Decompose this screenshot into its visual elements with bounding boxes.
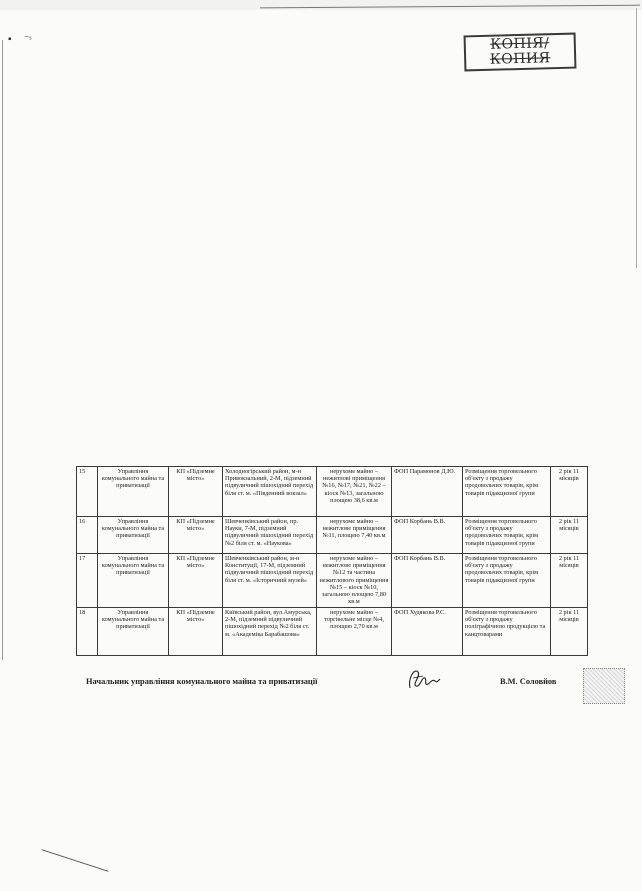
row-balance-holder: КП «Підземне місто»: [169, 467, 223, 517]
row-object: нерухоме майно – торгівельне місце №4, площею 2,70 кв.м: [317, 608, 392, 656]
table-row: [77, 554, 588, 608]
handwritten-signature: [404, 664, 444, 694]
row-user: ФОП Парамонов Д.Ю.: [392, 467, 463, 517]
scan-marks: ▪ ⁻ˢ: [8, 34, 32, 45]
table-row: [77, 517, 588, 554]
row-authority: Управління комунального майна та приватизації: [98, 467, 169, 517]
row-purpose: Розміщення торговельного об'єкту з продажу продовольчих товарів, крім товарів підакцизної групи: [463, 517, 551, 554]
row-address: Холодногірський район, м-н Привокзальний, 2-М, підземний підвуличний пішохідний перехід біля ст. м. «Південний вокзал»: [223, 467, 317, 517]
signatory-position: Начальник управління комунального майна та приватизації: [86, 677, 318, 686]
table-row: [77, 467, 588, 517]
row-number: 17: [77, 554, 98, 608]
row-address: Шевченківський район, м-н Конституції, 17-М, підземний підвуличний пішохідний перехід біля ст. м. «Історичний музей»: [223, 554, 317, 608]
row-term: 2 рік 11 місяців: [551, 517, 588, 554]
row-purpose: Розміщення торговельного об'єкту з продажу продовольчих товарів, крім товарів підакцизної групи: [463, 554, 551, 608]
row-term: 2 рік 11 місяців: [551, 554, 588, 608]
row-number: 15: [77, 467, 98, 517]
table-row: [77, 608, 588, 656]
scan-line-left: [2, 40, 3, 660]
row-authority: Управління комунального майна та приватизації: [98, 517, 169, 554]
row-number: 18: [77, 608, 98, 656]
scan-line-right: [636, 8, 637, 268]
signatory-name: В.М. Соловйов: [500, 677, 557, 686]
row-term: 2 рік 11 місяців: [551, 608, 588, 656]
row-object: нерухоме майно – нежитлові приміщення №16, №17, №21, №22 – кіоск №13, загальною площею 38,6 кв.м: [317, 467, 392, 517]
row-user: ФОП Корбань В.В.: [392, 517, 463, 554]
property-table: [76, 466, 588, 656]
row-user: ФОП Корбань В.В.: [392, 554, 463, 608]
row-address: Київський район, вул.Амурська, 2-М, підземний підвуличний пішохідний перехід №2 біля ст. м. «Академіка Барабашова»: [223, 608, 317, 656]
copy-stamp-line2: КОПИЯ: [489, 50, 551, 68]
copy-stamp-line1: КОПІЯ/: [490, 35, 550, 53]
row-object: нерухоме майно – нежитлове приміщення №12 та частина нежитлового приміщення №15 – кіоск №10, загальною площею 7,80 кв.м: [317, 554, 392, 608]
corner-seal: [583, 668, 625, 704]
row-user: ФОП Худякова Р.С.: [392, 608, 463, 656]
row-authority: Управління комунального майна та приватизації: [98, 608, 169, 656]
row-purpose: Розміщення торговельного об'єкту з продажу поліграфічною продукцією та канцтоварами: [463, 608, 551, 656]
row-purpose: Розміщення торговельного об'єкту з продажу продовольчих товарів, крім товарів підакцизної групи: [463, 467, 551, 517]
row-balance-holder: КП «Підземне місто»: [169, 554, 223, 608]
row-address: Шевченківський район, пр. Науки, 7-М, підземний підвуличний пішохідний перехід №2 біля ст. м. «Наукова»: [223, 517, 317, 554]
row-balance-holder: КП «Підземне місто»: [169, 608, 223, 656]
row-object: нерухоме майно – нежитлове приміщення №11, площею 7,40 кв.м: [317, 517, 392, 554]
row-number: 16: [77, 517, 98, 554]
row-balance-holder: КП «Підземне місто»: [169, 517, 223, 554]
row-authority: Управління комунального майна та приватизації: [98, 554, 169, 608]
row-term: 2 рік 11 місяців: [551, 467, 588, 517]
copy-stamp: [464, 33, 577, 72]
scan-line-bottom: [42, 849, 109, 872]
